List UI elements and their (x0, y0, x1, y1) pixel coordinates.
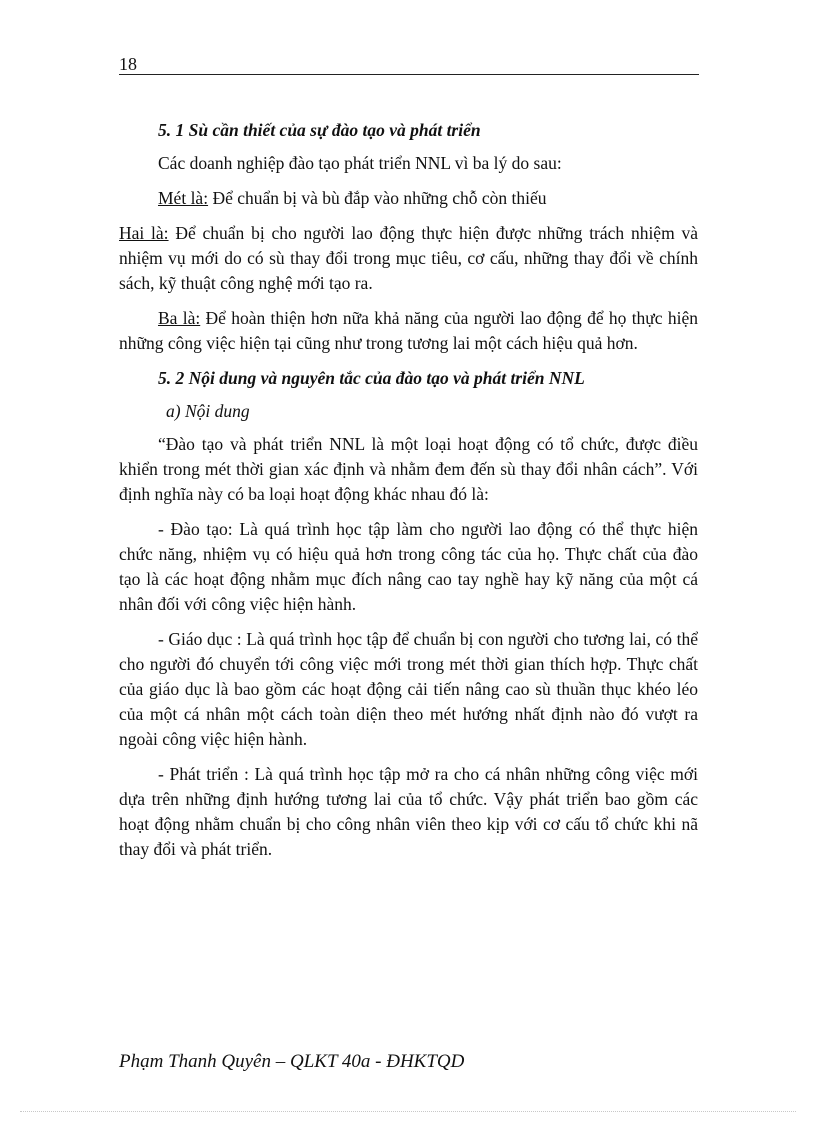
reason-label: Hai là: (119, 223, 169, 243)
page-bottom-rule (20, 1111, 796, 1112)
education-paragraph: - Giáo dục : Là quá trình học tập để chuẩn bị con người cho tương lai, có thể cho người đó chuyển tới công việc mới trong mét thời gian thích hợp. Thực chất của giáo dục là bao gồm các hoạt động cải tiến nâng cao sù thuần thục khéo léo của một cá nhân một cách toàn diện theo mét hướng nhất định nào đó vượt ra ngoài công việc hiện hành. (119, 629, 698, 749)
header-rule (119, 74, 699, 75)
reason-item-2 (119, 221, 698, 296)
reason-item-3 (119, 306, 698, 356)
training-paragraph: - Đào tạo: Là quá trình học tập làm cho người lao động có thể thực hiện chức năng, nhiệm vụ có hiệu quả hơn trong công tác của họ. Thực chất của đào tạo là các hoạt động nhằm mục đích nâng cao tay nghề hay kỹ năng của một cá nhân đối với công việc hiện hành. (119, 519, 698, 614)
development-paragraph: - Phát triển : Là quá trình học tập mở ra cho cá nhân những công việc mới dựa trên những định hướng tương lai của tổ chức. Vậy phát triển bao gồm các hoạt động nhằm chuẩn bị cho công nhân viên theo kịp với cơ cấu tổ chức khi nã thay đổi và phát triển. (119, 764, 698, 859)
reason-text: Để chuẩn bị cho người lao động thực hiện được những trách nhiệm và nhiệm vụ mới do có sù thay đổi trong mục tiêu, cơ cấu, những thay đổi về chính sách, kỹ thuật công nghệ mới tạo ra. (119, 223, 698, 293)
reason-item-1 (158, 186, 698, 211)
footer-author: Phạm Thanh Quyên – QLKT 40a - ĐHKTQD (119, 1051, 465, 1072)
section-5-2-heading: 5. 2 Nội dung và nguyên tắc của đào tạo và phát triển NNL (158, 368, 585, 388)
page-body (119, 114, 698, 872)
page-number: 18 (119, 54, 137, 74)
reason-text: Để chuẩn bị và bù đắp vào những chỗ còn thiếu (208, 188, 547, 208)
section-5-1-heading: 5. 1 Sù cần thiết của sự đào tạo và phát triển (158, 120, 481, 140)
definition-paragraph: “Đào tạo và phát triển NNL là một loại hoạt động có tổ chức, được điều khiển trong mét thời gian xác định và nhằm đem đến sù thay đổi nhân cách”. Với định nghĩa này có ba loại hoạt động khác nhau đó là: (119, 434, 698, 504)
reason-text: Để hoàn thiện hơn nữa khả năng của người lao động để họ thực hiện những công việc hiện tại cũng như trong tương lai một cách hiệu quả hơn. (119, 308, 698, 353)
section-5-2-subheading: a) Nội dung (166, 401, 250, 421)
reason-label: Mét là: (158, 188, 209, 208)
section-5-1-intro: Các doanh nghiệp đào tạo phát triển NNL vì ba lý do sau: (158, 153, 562, 173)
reason-label: Ba là: (158, 308, 201, 328)
